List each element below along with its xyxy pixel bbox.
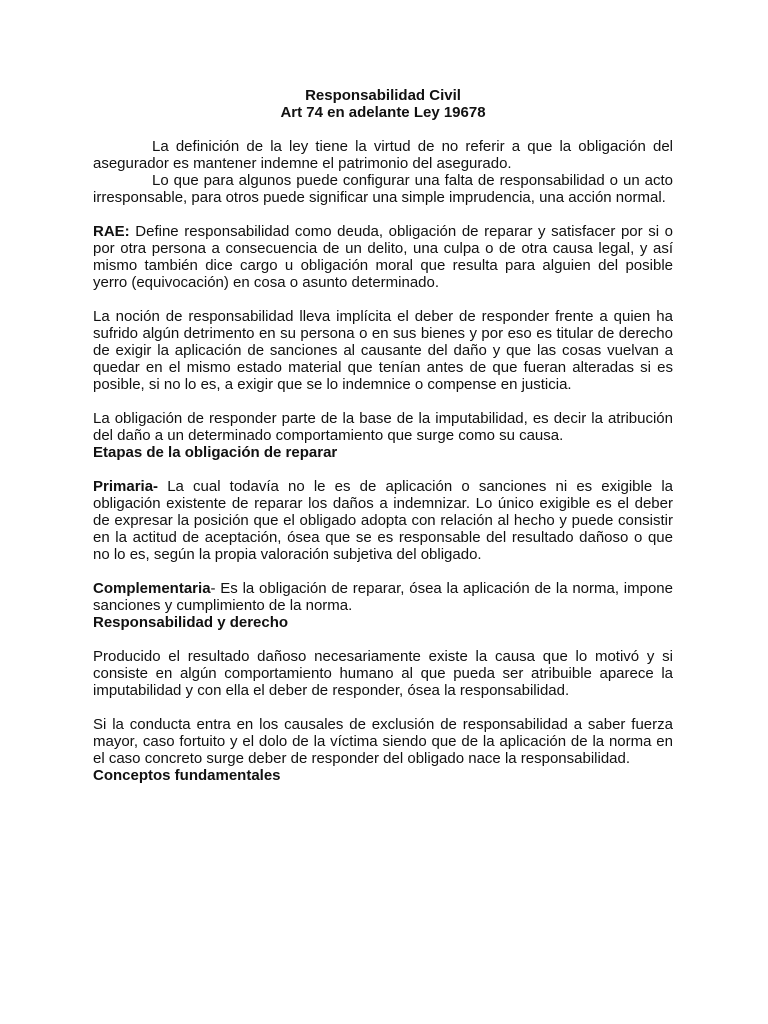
paragraph-intro-1: La definición de la ley tiene la virtud de no referir a que la obligación del asegurador es mantener indemne el patrimonio del asegurado. xyxy=(93,138,673,172)
paragraph-complementaria xyxy=(93,580,673,614)
rae-label: RAE: xyxy=(93,223,130,240)
heading-conceptos: Conceptos fundamentales xyxy=(93,767,281,784)
paragraph-intro-2: Lo que para algunos puede configurar una falta de responsabilidad o un acto irresponsable, para otros puede significar una simple imprudencia, una acción normal. xyxy=(93,172,673,206)
complementaria-text: - Es la obligación de reparar, ósea la aplicación de la norma, impone sanciones y cumplimiento de la norma. xyxy=(93,580,673,614)
paragraph-nocion: La noción de responsabilidad lleva implícita el deber de responder frente a quien ha sufrido algún detrimento en su persona o en sus bienes y por eso es titular de derecho de exigir la aplicación de sanciones al causante del daño y que las cosas vuelvan a quedar en el mismo estado material que tenían antes de que fueran alteradas si es posible, si no lo es, a exigir que se lo indemnice o compense en justicia. xyxy=(93,308,673,393)
primaria-label: Primaria- xyxy=(93,478,159,495)
document-title-line2: Art 74 en adelante Ley 19678 xyxy=(280,104,486,121)
heading-etapas: Etapas de la obligación de reparar xyxy=(93,444,338,461)
paragraph-conducta: Si la conducta entra en los causales de exclusión de responsabilidad a saber fuerza mayor, caso fortuito y el dolo de la víctima siendo que de la aplicación de la norma en el caso concreto surge deber de responder del obligado nace la responsabilidad. xyxy=(93,716,673,767)
complementaria-label: Complementaria xyxy=(93,580,211,597)
heading-responsabilidad-derecho: Responsabilidad y derecho xyxy=(93,614,289,631)
paragraph-rae xyxy=(93,223,673,291)
paragraph-obligacion: La obligación de responder parte de la base de la imputabilidad, es decir la atribución del daño a un determinado comportamiento que surge como su causa. xyxy=(93,410,673,444)
document-body xyxy=(93,87,673,784)
paragraph-producido: Producido el resultado dañoso necesariamente existe la causa que lo motivó y si consiste en algún comportamiento humano al que pueda ser atribuible aparece la imputabilidad y con ella el deber de responder, ósea la responsabilidad. xyxy=(93,648,673,699)
primaria-text: La cual todavía no le es de aplicación o sanciones ni es exigible la obligación existente de reparar los daños a indemnizar. Lo único exigible es el deber de expresar la posición que el obligado adopta con relación al hecho y puede consistir en la actitud de aceptación, ósea que se es responsable del resultado dañoso o que no lo es, según la propia valoración subjetiva del obligado. xyxy=(93,478,673,563)
paragraph-primaria xyxy=(93,478,673,563)
document-title-line1: Responsabilidad Civil xyxy=(305,87,461,104)
rae-text: Define responsabilidad como deuda, obligación de reparar y satisfacer por si o por otra persona a consecuencia de un delito, una culpa o de otra causa legal, y así mismo también dice cargo u obligación moral que resulta para alguien del posible yerro (equivocación) en cosa o asunto determinado. xyxy=(93,223,673,291)
